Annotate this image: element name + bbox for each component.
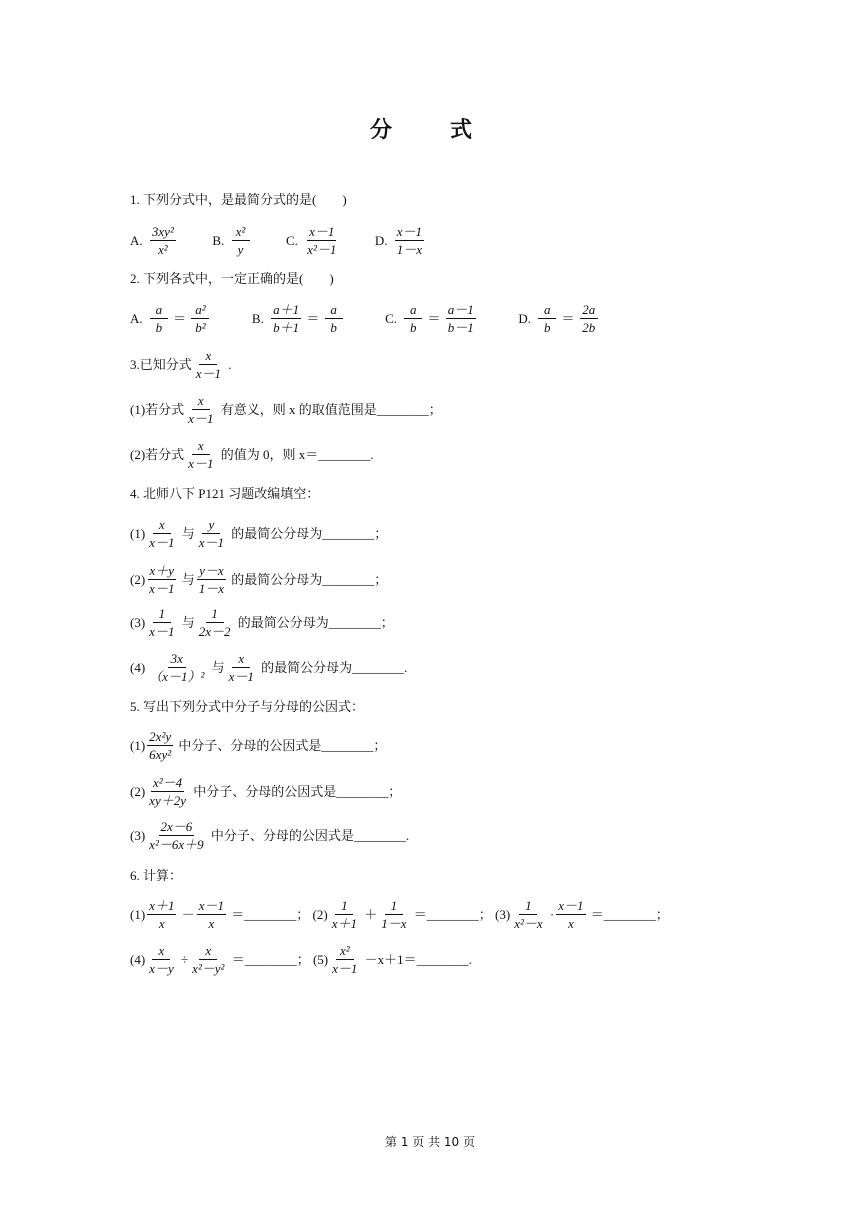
q1-option-d-label: D. — [374, 233, 388, 248]
q5-item-suffix: 中分子、分母的公因式是________； — [193, 784, 402, 799]
q4-item-fraction-a: $\frac{x+y}{x-1}$ — [149, 563, 175, 596]
q5-item-3 — [130, 819, 409, 852]
equals-sign: ＝ — [561, 311, 575, 326]
q3-stem-prefix: 3.已知分式 — [130, 357, 192, 372]
q5-item-suffix: 中分子、分母的公因式是________； — [178, 738, 387, 753]
q4-item-fraction-b: $\frac{y-x}{1-x}$ — [198, 563, 224, 596]
q2-stem: 2. 下列各式中，一定正确的是( ) — [130, 271, 334, 286]
q6-part4-fraction-b: $\frac{x}{\text{x²－y²}}$ — [192, 943, 225, 976]
q5-item-fraction: $\frac{\text{2x²y}}{\text{6xy²}}$ — [149, 729, 172, 762]
operator: ＋ — [364, 907, 378, 922]
q4-item-prefix: (1) — [130, 526, 146, 541]
q6-part-suffix: ＝________； — [413, 907, 492, 922]
q6-part-prefix: (5) — [312, 952, 329, 967]
operator: － — [181, 907, 195, 922]
q4-item-suffix: 的最简公分母为________. — [261, 660, 408, 675]
q5-item-prefix: (1) — [130, 738, 146, 753]
q1-option-b-label: B. — [212, 233, 225, 248]
q3-stem — [130, 348, 232, 381]
q6-part-suffix: －x＋1＝________. — [364, 952, 472, 967]
q6-part-prefix: (1) — [130, 907, 146, 922]
q3-part2-prefix: (2)若分式 — [130, 447, 185, 462]
operator: · — [549, 907, 555, 922]
q2-option-c-right: $\frac{a-1}{b-1}$ — [447, 302, 474, 335]
q3-stem-suffix: . — [228, 357, 232, 372]
q4-item-prefix: (3) — [130, 615, 146, 630]
q2-option-c-left: $\frac{a}{b}$ — [404, 302, 422, 335]
q2-option-a-right: $\frac{\text{a²}}{\text{b²}}$ — [191, 302, 209, 335]
q5-item-fraction: $\frac{2x-6}{\text{x²－6x＋9}}$ — [149, 819, 204, 852]
q6-part4-fraction-a: $\frac{x}{x-y}$ — [149, 943, 174, 976]
q2-option-b-right: $\frac{a}{b}$ — [325, 302, 343, 335]
q2-option-d-left: $\frac{a}{b}$ — [538, 302, 556, 335]
q4-item-suffix: 的最简公分母为________； — [231, 526, 388, 541]
q3-part1-suffix: 有意义，则 x 的取值范围是________； — [220, 402, 442, 417]
q3-part2-fraction: $\frac{x}{x-1}$ — [188, 438, 214, 471]
q3-part1-prefix: (1)若分式 — [130, 402, 185, 417]
q4-item-fraction-a: $\frac{3x}{\text{（x－1）²}}$ — [149, 651, 205, 684]
q6-part-prefix: (3) — [495, 907, 511, 922]
q6-row-2 — [130, 943, 472, 976]
q4-item-connector: 与 — [181, 615, 195, 630]
q2-option-d-label: D. — [518, 311, 531, 326]
q1-option-c-label: C. — [286, 233, 298, 248]
q2-options — [130, 302, 600, 335]
q4-item-fraction-b: $\frac{x}{x-1}$ — [228, 651, 254, 684]
q6-stem: 6. 计算： — [130, 868, 183, 883]
q6-part-suffix: ＝________； — [590, 907, 669, 922]
q5-item-prefix: (2) — [130, 784, 146, 799]
q2-option-a-label: A. — [130, 311, 143, 326]
q2-option-a-left: $\frac{a}{b}$ — [150, 302, 168, 335]
equals-sign: ＝ — [427, 311, 441, 326]
q2-option-b-left: $\frac{a+1}{b+1}$ — [273, 302, 300, 335]
q1-option-d-fraction: $\frac{x-1}{1-x}$ — [396, 224, 423, 257]
q4-item-connector: 与 — [181, 572, 195, 587]
q5-stem: 5. 写出下列分式中分子与分母的公因式： — [130, 699, 365, 714]
q4-item-3 — [130, 606, 394, 639]
equals-sign: ＝ — [173, 311, 187, 326]
q6-part3-fraction-a: $\frac{1}{\text{x²－x}}$ — [514, 898, 543, 931]
q6-part5-fraction: $\frac{\text{x²}}{x-1}$ — [332, 943, 358, 976]
operator: ÷ — [180, 952, 189, 967]
q6-part2-fraction-a: $\frac{1}{x+1}$ — [331, 898, 357, 931]
q6-part1-fraction-a: $\frac{x+1}{x}$ — [149, 898, 175, 931]
q6-part3-fraction-b: $\frac{x-1}{x}$ — [558, 898, 584, 931]
q3-part1 — [130, 393, 442, 426]
q1-option-a-label: A. — [130, 233, 143, 248]
q6-part-prefix: (4) — [130, 952, 146, 967]
q4-item-fraction-b: $\frac{1}{2x-2}$ — [198, 606, 231, 639]
q4-stem: 4. 北师八下 P121 习题改编填空： — [130, 486, 320, 501]
q4-item-suffix: 的最简公分母为________； — [231, 572, 388, 587]
q6-part1-fraction-b: $\frac{x-1}{x}$ — [198, 898, 224, 931]
q2-option-d-right: $\frac{2a}{2b}$ — [580, 302, 598, 335]
q4-item-fraction-b: $\frac{y}{x-1}$ — [198, 517, 224, 550]
q5-item-suffix: 中分子、分母的公因式是________. — [210, 828, 410, 843]
q6-part-prefix: (2) — [312, 907, 328, 922]
page-title: 分 式 — [369, 118, 490, 143]
q2-option-b-label: B. — [251, 311, 264, 326]
q4-item-1 — [130, 517, 387, 550]
q4-item-2 — [130, 563, 387, 596]
q4-item-prefix: (4) — [130, 660, 146, 675]
q1-option-c-fraction: $\frac{x-1}{\text{x²－1}}$ — [307, 224, 337, 257]
q6-row-1 — [130, 898, 669, 931]
q6-part-suffix: ＝________； — [231, 907, 310, 922]
q4-item-fraction-a: $\frac{1}{x-1}$ — [149, 606, 175, 639]
q6-part-suffix: ＝________； — [231, 952, 310, 967]
q2-option-c-label: C. — [385, 311, 398, 326]
q1-option-b-fraction: $\frac{\text{x²}}{y}$ — [232, 224, 250, 257]
q3-part2-suffix: 的值为 0，则 x＝________. — [220, 447, 374, 462]
q5-item-fraction: $\frac{\text{x²－4}}{xy+2y}$ — [149, 775, 186, 808]
q5-item-1 — [130, 729, 386, 762]
q5-item-prefix: (3) — [130, 828, 146, 843]
q1-options — [130, 224, 426, 257]
q3-fraction: $\frac{x}{x-1}$ — [195, 348, 222, 381]
q1-stem: 1. 下列分式中，是最简分式的是( ) — [130, 192, 347, 207]
equals-sign: ＝ — [306, 311, 320, 326]
q4-item-connector: 与 — [211, 660, 225, 675]
q5-item-2 — [130, 775, 401, 808]
q4-item-fraction-a: $\frac{x}{x-1}$ — [149, 517, 175, 550]
q3-part2 — [130, 438, 373, 471]
q6-part2-fraction-b: $\frac{1}{1-x}$ — [381, 898, 407, 931]
page-footer: 第 1 页 共 10 页 — [385, 1135, 475, 1149]
q4-item-prefix: (2) — [130, 572, 146, 587]
q3-part1-fraction: $\frac{x}{x-1}$ — [188, 393, 214, 426]
q1-option-a-fraction: $\frac{\text{3xy²}}{\text{x²}}$ — [151, 224, 174, 257]
q4-item-4 — [130, 651, 407, 684]
q4-item-connector: 与 — [181, 526, 195, 541]
q4-item-suffix: 的最简公分母为________； — [237, 615, 394, 630]
